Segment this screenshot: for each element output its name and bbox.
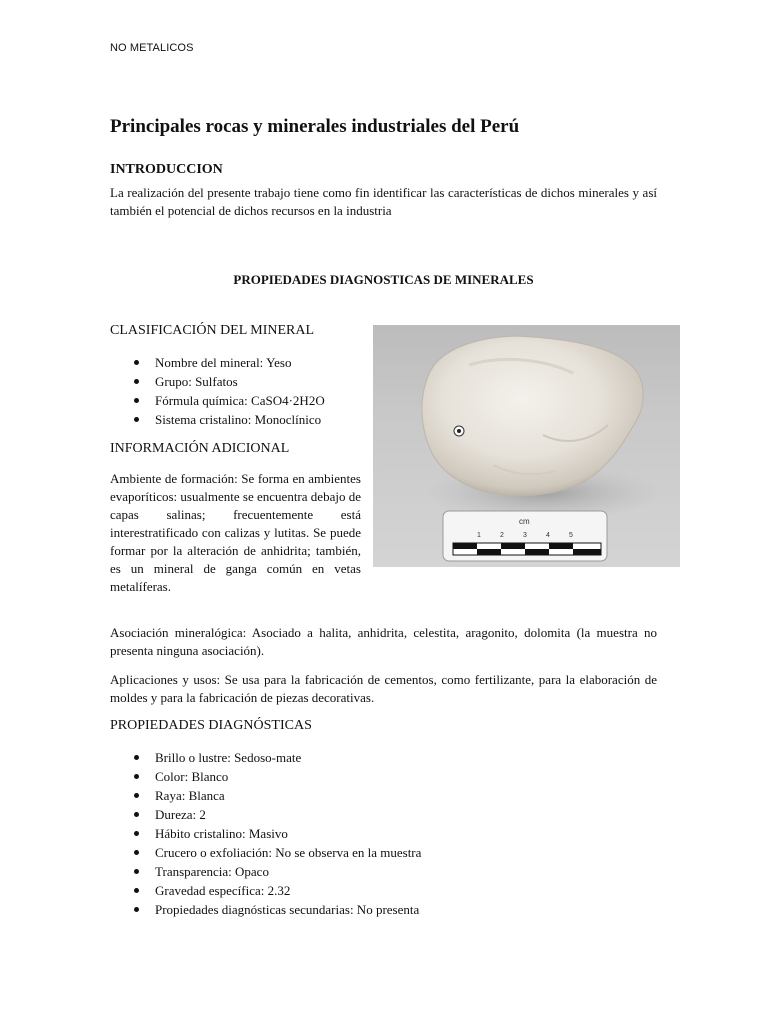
bullet-icon: [134, 850, 139, 855]
clasificacion-list: [110, 353, 370, 429]
bullet-icon: [134, 774, 139, 779]
ambiente-paragraph: Ambiente de formación: Se forma en ambientes evaporíticos: usualmente se encuentra debajo de capas salinas; frecuentemente está interestratificado con calizas y lutitas. Se puede formar por la alteración de anhidrita; también, es un mineral de ganga común en vetas metalíferas.: [110, 471, 361, 594]
list-item: Raya: Blanca: [110, 786, 657, 805]
bullet-icon: [134, 812, 139, 817]
list-item: Sistema cristalino: Monoclínico: [110, 410, 370, 429]
bullet-icon: [134, 888, 139, 893]
intro-paragraph: La realización del presente trabajo tiene como fin identificar las características de dichos minerales y así también el potencial de dichos recursos en la industria: [110, 185, 657, 218]
asociacion-paragraph: Asociación mineralógica: Asociado a halita, anhidrita, celestita, aragonito, dolomita (la muestra no presenta ninguna asociación).: [110, 625, 657, 658]
scale-tick-5: 5: [569, 532, 573, 539]
scale-unit-label: cm: [519, 517, 530, 526]
bullet-icon: [134, 869, 139, 874]
list-item: Propiedades diagnósticas secundarias: No presenta: [110, 900, 657, 919]
gypsum-specimen-image: [373, 325, 680, 567]
bullet-icon: [134, 831, 139, 836]
bullet-icon: [134, 793, 139, 798]
bullet-icon: [134, 907, 139, 912]
list-item: Color: Blanco: [110, 767, 657, 786]
document-title: Principales rocas y minerales industriales del Perú: [110, 116, 520, 137]
bullet-icon: [134, 417, 139, 422]
propiedades-heading: PROPIEDADES DIAGNÓSTICAS: [110, 718, 312, 733]
list-item: Fórmula química: CaSO4·2H2O: [110, 391, 370, 410]
page-header: NO METALICOS: [110, 42, 194, 54]
propiedades-list: [110, 748, 657, 919]
list-item: Transparencia: Opaco: [110, 862, 657, 881]
mineral-photo: [373, 325, 680, 567]
intro-heading: INTRODUCCION: [110, 162, 223, 177]
list-item: Dureza: 2: [110, 805, 657, 824]
clasificacion-heading: CLASIFICACIÓN DEL MINERAL: [110, 323, 315, 338]
section-title: PROPIEDADES DIAGNOSTICAS DE MINERALES: [233, 272, 534, 287]
list-item: Brillo o lustre: Sedoso-mate: [110, 748, 657, 767]
aplicaciones-paragraph: Aplicaciones y usos: Se usa para la fabricación de cementos, como fertilizante, para la elaboración de moldes y para la fabricación de piezas decorativas.: [110, 672, 657, 705]
scale-tick-4: 4: [546, 532, 550, 539]
bullet-icon: [134, 360, 139, 365]
list-item: Gravedad específica: 2.32: [110, 881, 657, 900]
scale-tick-1: 1: [477, 532, 481, 539]
list-item: Crucero o exfoliación: No se observa en la muestra: [110, 843, 657, 862]
scale-tick-3: 3: [523, 532, 527, 539]
list-item: Grupo: Sulfatos: [110, 372, 370, 391]
bullet-icon: [134, 379, 139, 384]
bullet-icon: [134, 398, 139, 403]
list-item: Hábito cristalino: Masivo: [110, 824, 657, 843]
bullet-icon: [134, 755, 139, 760]
list-item: Nombre del mineral: Yeso: [110, 353, 370, 372]
scale-tick-2: 2: [500, 532, 504, 539]
informacion-heading: INFORMACIÓN ADICIONAL: [110, 441, 290, 456]
